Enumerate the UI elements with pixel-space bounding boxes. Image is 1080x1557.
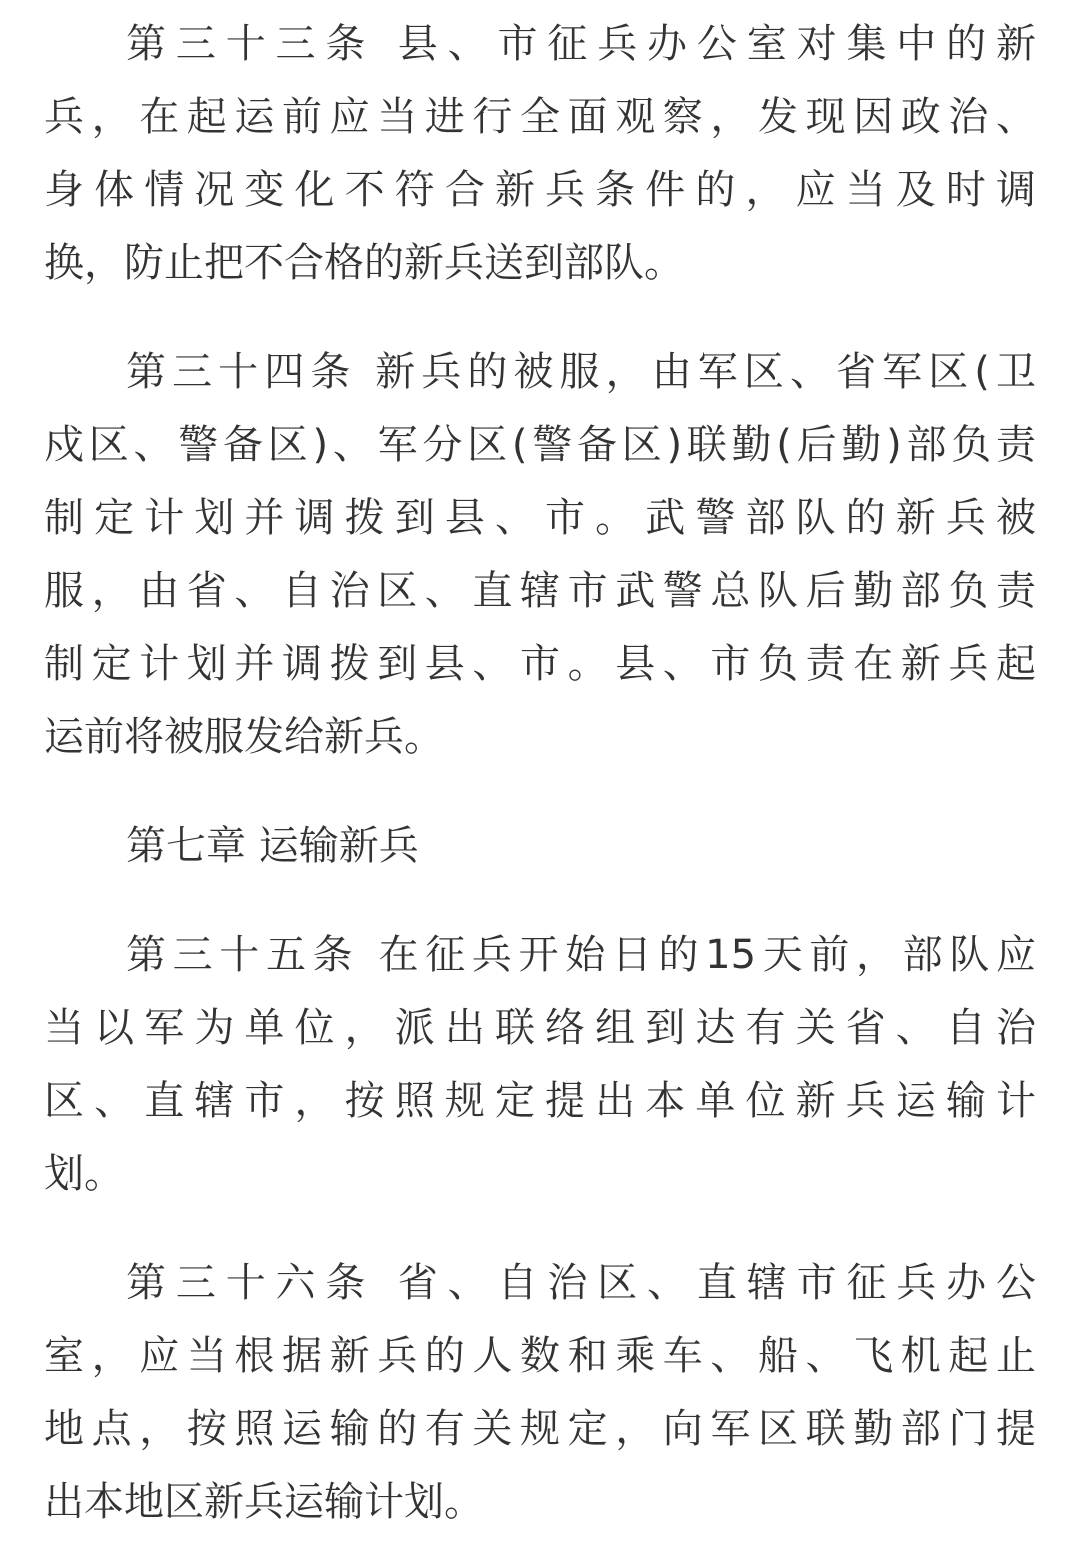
text-line: 制定计划并调拨到县、市。县、市负责在新兵起: [44, 641, 1036, 687]
article-paragraph: [44, 336, 1036, 774]
text-line: 第七章 运输新兵: [126, 823, 419, 869]
text-line: 戍区、警备区)、军分区(警备区)联勤(后勤)部负责: [44, 422, 1036, 468]
text-line: 区、直辖市，按照规定提出本单位新兵运输计: [44, 1078, 1036, 1124]
text-line: 换，防止把不合格的新兵送到部队。: [44, 240, 684, 286]
text-line: 第三十三条 县、市征兵办公室对集中的新: [126, 21, 1036, 67]
article-paragraph: [44, 8, 1036, 300]
text-line: 第三十五条 在征兵开始日的15天前，部队应: [126, 932, 1036, 978]
text-line: 划。: [44, 1151, 124, 1197]
article-paragraph: [44, 1247, 1036, 1539]
text-line: 室，应当根据新兵的人数和乘车、船、飞机起止: [44, 1333, 1036, 1379]
text-line: 当以军为单位，派出联络组到达有关省、自治: [44, 1005, 1036, 1051]
text-line: 制定计划并调拨到县、市。武警部队的新兵被: [44, 495, 1036, 541]
text-line: 第三十四条 新兵的被服，由军区、省军区(卫: [126, 349, 1036, 395]
text-line: 服，由省、自治区、直辖市武警总队后勤部负责: [44, 568, 1036, 614]
chapter-heading: [44, 810, 1036, 883]
text-line: 兵，在起运前应当进行全面观察，发现因政治、: [44, 94, 1036, 140]
text-line: 地点，按照运输的有关规定，向军区联勤部门提: [44, 1406, 1036, 1452]
text-line: 第三十六条 省、自治区、直辖市征兵办公: [126, 1260, 1036, 1306]
text-line: 出本地区新兵运输计划。: [44, 1479, 484, 1525]
text-line: 身体情况变化不符合新兵条件的，应当及时调: [44, 167, 1036, 213]
text-line: 运前将被服发给新兵。: [44, 714, 444, 760]
article-paragraph: [44, 919, 1036, 1211]
